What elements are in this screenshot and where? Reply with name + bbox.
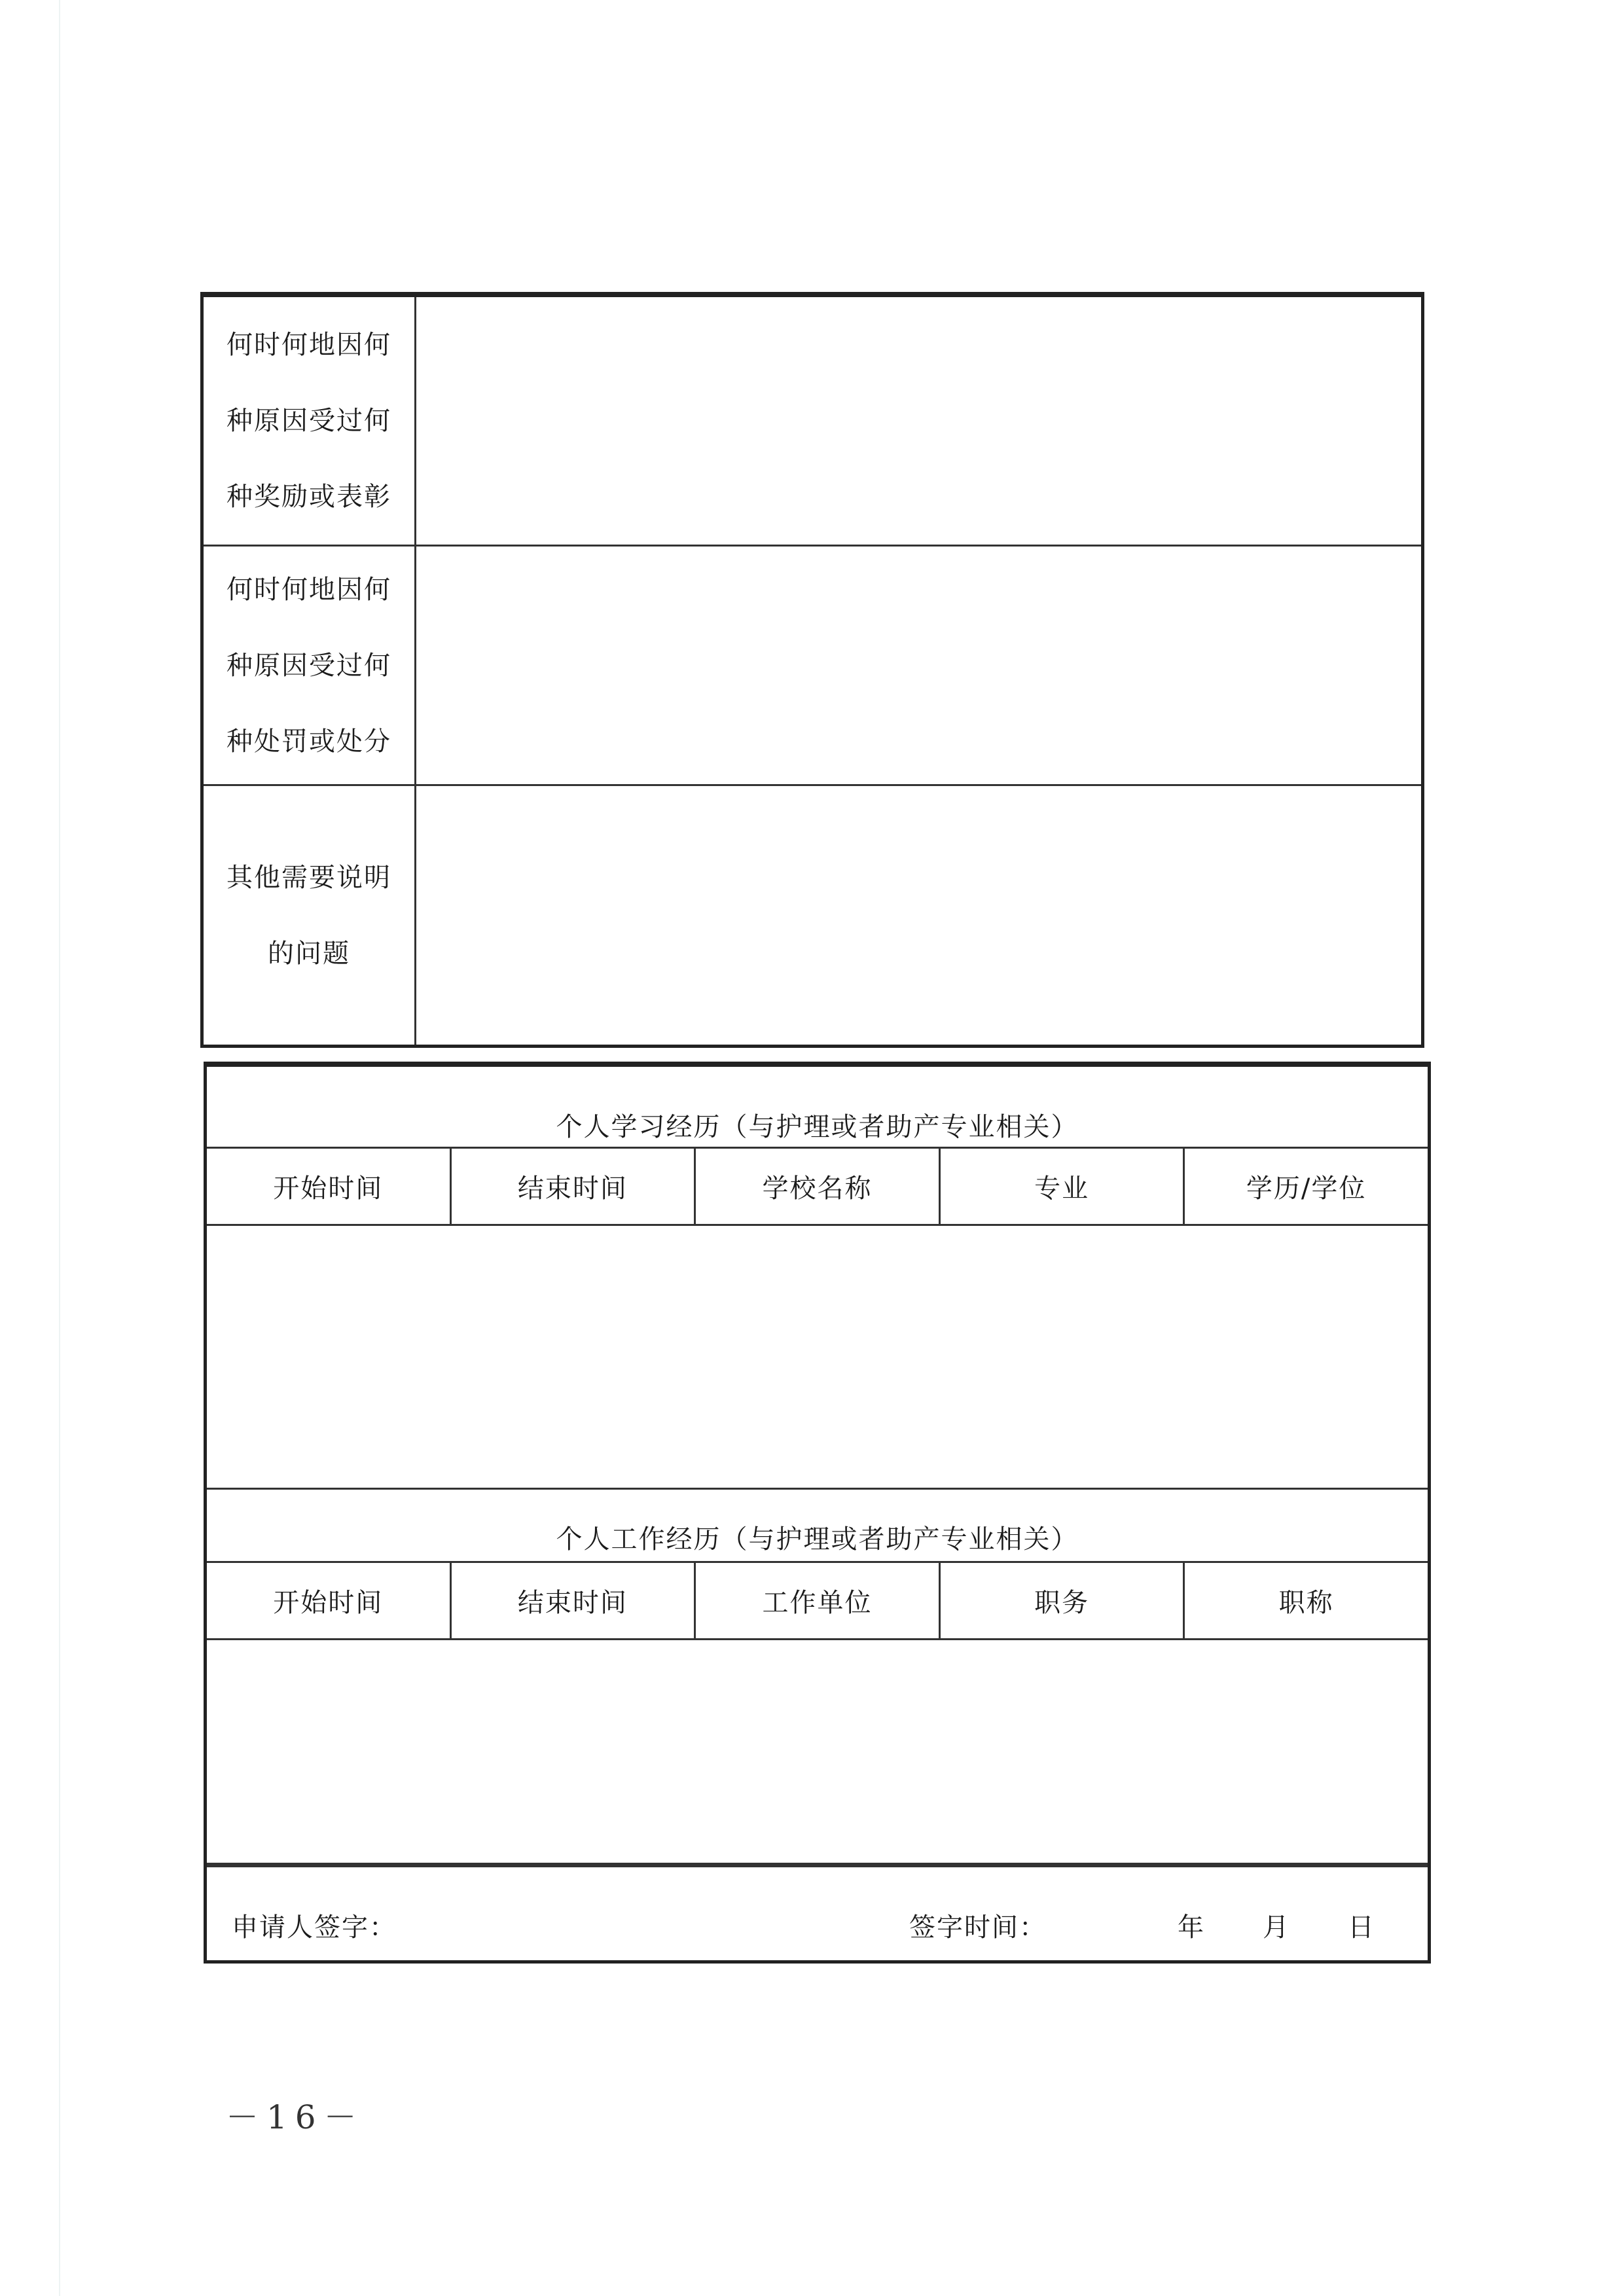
penalty-label-line: 何时何地因何 <box>226 574 391 605</box>
divider <box>207 1488 1428 1490</box>
education-entries-area[interactable] <box>207 1226 1428 1488</box>
penalty-label-line: 种处罚或处分 <box>226 726 391 757</box>
award-label <box>204 297 416 545</box>
other-label <box>204 786 416 1045</box>
sign-month-label: 月 <box>1263 1912 1290 1943</box>
education-title: 个人学习经历（与护理或者助产专业相关） <box>556 1112 1079 1142</box>
divider <box>207 1863 1428 1867</box>
work-header <box>207 1563 1428 1638</box>
education-col-start: 开始时间 <box>207 1149 452 1224</box>
work-col-start: 开始时间 <box>207 1563 452 1638</box>
work-entries-area[interactable] <box>207 1640 1428 1863</box>
work-col-position: 职务 <box>941 1563 1185 1638</box>
sign-year-label: 年 <box>1178 1912 1205 1943</box>
education-col-major: 专业 <box>941 1149 1185 1224</box>
award-label-line: 种奖励或表彰 <box>226 482 391 512</box>
other-label-line: 的问题 <box>268 938 350 969</box>
award-input-area[interactable] <box>416 297 1421 545</box>
scan-edge <box>59 0 60 2296</box>
work-col-title: 职称 <box>1278 1588 1334 1618</box>
penalty-input-area[interactable] <box>416 547 1421 784</box>
sign-day-label: 日 <box>1348 1912 1375 1943</box>
penalty-row <box>204 547 1421 786</box>
experience-form <box>204 1062 1431 1964</box>
work-col-end: 结束时间 <box>452 1563 696 1638</box>
sign-date-label: 签字时间： <box>909 1912 1047 1943</box>
penalty-label-line: 种原因受过何 <box>226 650 391 681</box>
page-number: －16－ <box>226 2098 365 2136</box>
education-col-end: 结束时间 <box>452 1149 696 1224</box>
declaration-form <box>200 292 1424 1048</box>
education-header <box>207 1149 1428 1224</box>
education-col-degree: 学历/学位 <box>1246 1174 1367 1204</box>
other-label-line: 其他需要说明 <box>226 862 391 893</box>
work-col-employer: 工作单位 <box>696 1563 941 1638</box>
applicant-signature-label: 申请人签字： <box>232 1912 397 1943</box>
award-row <box>204 297 1421 547</box>
penalty-label <box>204 547 416 784</box>
other-input-area[interactable] <box>416 786 1421 1045</box>
education-col-school: 学校名称 <box>696 1149 941 1224</box>
other-row <box>204 786 1421 1045</box>
award-label-line: 何时何地因何 <box>226 330 391 360</box>
work-title: 个人工作经历（与护理或者助产专业相关） <box>556 1524 1079 1554</box>
award-label-line: 种原因受过何 <box>226 406 391 436</box>
